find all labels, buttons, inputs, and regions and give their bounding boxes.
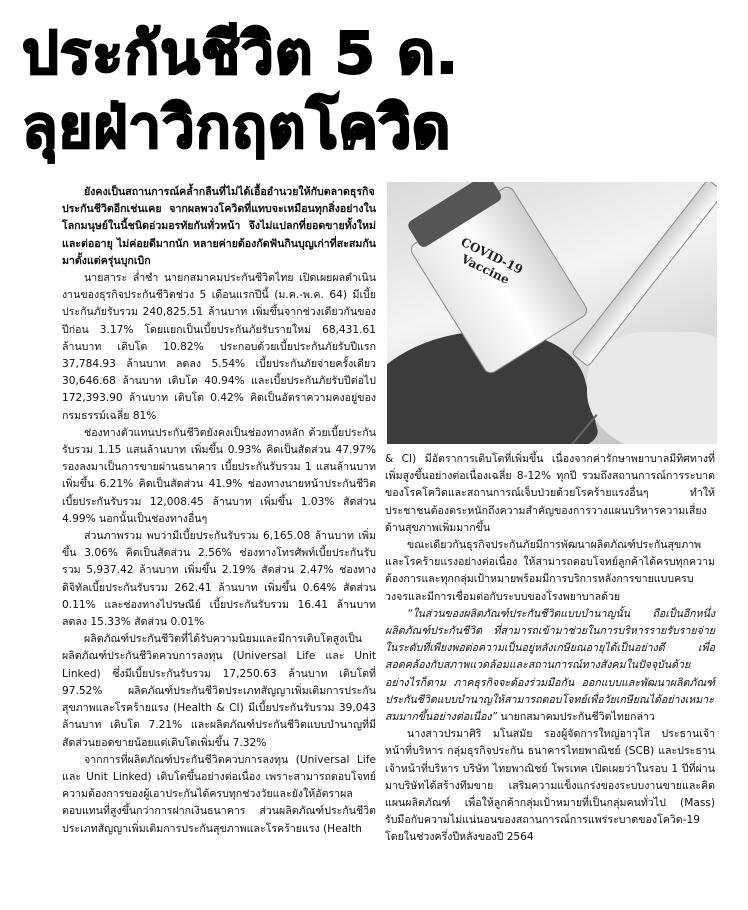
vial-label: COVID-19 Vaccine [458, 234, 526, 287]
body-paragraph: จากการที่ผลิตภัณฑ์ประกันชีวิตควบการลงทุน (Universal Life และ Unit Linked) เติบโตขึ้นอย่างต่อเนื่อง เพราะสามารถตอบโจทย์ความต้องการของผู้เอาประกันได้ครบทุกช่วงวัยและยังให้อัตราผลตอบแทนที่สูงขึ้นกว่าการฝากเงินธนาคาร ส่วนผลิตภัณฑ์ประกันชีวิตประเภทสัญญาเพิ่มเติมการประกันสุขภาพและโรคร้ายแรง (Health [62, 753, 376, 835]
body-paragraph: ช่องทางตัวแทนประกันชีวิตยังคงเป็นช่องทางหลัก ด้วยเบี้ยประกันรับรวม 1.15 แสนล้านบาท เพิ่มขึ้น 0.93% คิดเป็นสัดส่วน 47.97% รองลงมาเป็นการขายผ่านธนาคาร เบี้ยประกันรับรวม 1 แสนล้านบาท เพิ่มขึ้น 6.21% คิดเป็นสัดส่วน 41.9% ช่องทางนายหน้าประกันชีวิตเบี้ยประกันรับรวม 12,008.45 ล้านบาท เพิ่มขึ้น 1.03% สัดส่วน 4.99% นอกนั้นเป็นช่องทางอื่นๆ [62, 426, 376, 525]
glove-background [587, 332, 717, 444]
body-paragraph: นายสาระ ล่ำซำ นายกสมาคมประกันชีวิตไทย เปิดเผยผลดำเนินงานของธุรกิจประกันชีวิตช่วง 5 เดือนแรกปีนี้ (ม.ค.-พ.ค. 64) มีเบี้ยประกันภัยรับรวม 240,825.51 ล้านบาท เพิ่มขึ้นจากช่วงเดียวกันของปีก่อน 3.17% โดยแยกเป็นเบี้ยประกันภัยรับรายใหม่ 68,431.61 ล้านบาท เติบโต 10.82% ประกอบด้วยเบี้ยประกันภัยรับปีแรก 37,784.93 ล้านบาท ลดลง 5.54% เบี้ยประกันภัยจ่ายครั้งเดียว 30,646.68 ล้านบาท เติบโต 40.94% และเบี้ยประกันภัยรับปีต่อไป 172,393.90 ล้านบาท เติบโต 0.42% คิดเป็นอัตราความคงอยู่ของกรมธรรม์เฉลี่ย 81% [62, 272, 376, 422]
headline-line-1: ประกันชีวิต 5 ด. [22, 19, 459, 87]
body-paragraph: ผลิตภัณฑ์ประกันชีวิตที่ได้รับความนิยมและมีการเติบโตสูงเป็นผลิตภัณฑ์ประกันชีวิตควบการลงทุน (Universal Life และ Unit Linked) ซึ่งมีเบี้ยประกันรับรวม 17,250.63 ล้านบาท เติบโตที่ 97.52% ผลิตภัณฑ์ประกันชีวิตประเภทสัญญาเพิ่มเติมการประกันสุขภาพและโรคร้ายแรง (Health & CI) มีเบี้ยประกันรับรวม 39,043 ล้านบาท เติบโต 7.21% และผลิตภัณฑ์ประกันชีวิตแบบบำนาญที่มีสัดส่วนยอดขายน้อยแต่เติบโตเพิ่มขึ้น 7.32% [62, 633, 376, 749]
lead-paragraph: ยังคงเป็นสถานการณ์คล้ำกลืนที่ไม่ได้เอื้ออำนวยให้กับตลาดธุรกิจประกันชีวิตอีกเช่นเคย จากผลพวงโควิดที่แทบจะเหมือนทุกสิ่งอย่างในโลกมนุษย์ในนี้ชนิดอ่วมอรทัยกันทั่วหน้า จึงไม่แปลกที่ยอดขายทั้งใหม่และต่ออายุ ไม่ค่อยดีมากนัก หลายค่ายต้องกัดฟันกินบุญเก่าที่สะสมกันมาตั้งแต่ครุ่นบุกเบิก [62, 186, 376, 267]
headline-line-2-solid: ลุยฝ่าวิกฤต [22, 93, 307, 161]
headline-line-2-outline: โควิด [306, 93, 451, 161]
body-paragraph: & CI) มีอัตราการเติบโตที่เพิ่มขึ้น เนื่องจากค่ารักษาพยาบาลมีทิศทางที่เพิ่มสูงขึ้นอย่างต่อเนื่องเฉลี่ย 8-12% ทุกปี รวมถึงสถานการณ์การระบาดของโรคโควิดและสถานการณ์เจ็บป่วยด้วยโรคร้ายแรงอื่นๆ ทำให้ประชาชนต้องตระหนักถึงความสำคัญของการวางแผนบริหารความเสี่ยงด้านสุขภาพเพิ่มมากขึ้น [385, 453, 715, 534]
quote-text: “ในส่วนของผลิตภัณฑ์ประกันชีวิตแบบบำนาญนั้น ถือเป็นอีกหนึ่งผลิตภัณฑ์ประกันชีวิต ที่สามารถเข้ามาช่วยในการบริหารรายรับรายจ่ายในระดับที่เพียงพอต่อความเป็นอยู่หลังเกษียณอายุได้เป็นอย่างดี เพื่อสอดคล้องกับสภาพแวดล้อมและสถานการณ์ทางสังคมในปัจจุบันด้วย อย่างไรก็ตาม ภาคธุรกิจจะต้องร่วมมือกัน ออกแบบและพัฒนาผลิตภัณฑ์ประกันชีวิตแบบบำนาญให้สามารถตอบโจทย์เพื่อวัยเกษียณได้อย่างเหมาะสมมากขึ้นอย่างต่อเนื่อง” [385, 607, 715, 724]
right-column [385, 451, 715, 847]
left-column [62, 184, 376, 838]
quote-paragraph [385, 606, 715, 726]
vaccine-photo [387, 182, 717, 444]
quote-attribution: นายกสมาคมประกันชีวิตไทยกล่าว [497, 711, 655, 724]
headline-line-2 [22, 92, 732, 162]
body-paragraph: นางสาวปรมาศิริ มโนสมัย รองผู้จัดการใหญ่อาวุโส ประธานเจ้าหน้าที่บริหาร กลุ่มธุรกิจประกัน ธนาคารไทยพาณิชย์ (SCB) และประธานเจ้าหน้าที่บริหาร บริษัท ไทยพาณิชย์ โพรเทค เปิดเผยว่าในรอบ 1 ปีที่ผ่านมาบริษัทได้สร้างทีมขาย เสริมความแข็งแกร่งของระบบงานขายและคิดแผนผลิตภัณฑ์ เพื่อให้ลูกค้ากลุ่มเป้าหมายที่เป็นกลุ่มคนทั่วไป (Mass) รับมือกับความไม่แน่นอนของสถานการณ์การแพร่ระบาดของโควิด-19 โดยในช่วงครึ่งปีหลังของปี 2564 [385, 728, 715, 844]
body-paragraph: ส่วนภาพรวม พบว่ามีเบี้ยประกันรับรวม 6,165.08 ล้านบาท เพิ่มขึ้น 3.06% คิดเป็นสัดส่วน 2.56% ช่องทางโทรศัพท์เบี้ยประกันรับรวม 5,937.42 ล้านบาท เพิ่มขึ้น 2.19% สัดส่วน 2.47% ช่องทางดิจิทัลเบี้ยประกันรับรวม 262.41 ล้านบาท เพิ่มขึ้น 0.64% สัดส่วน 0.11% และช่องทางไปรษณีย์ เบี้ยประกันรับรวม 16.41 ล้านบาท ลดลง 15.33% สัดส่วน 0.01% [62, 530, 376, 629]
body-paragraph: ขณะเดียวกันธุรกิจประกันภัยมีการพัฒนาผลิตภัณฑ์ประกันสุขภาพและโรคร้ายแรงอย่างต่อเนื่อง ให้สามารถตอบโจทย์ลูกค้าได้ครบทุกความต้องการและทุกกลุ่มเป้าหมายพร้อมมีการบริการหลังการขายแบบครบวงจรและมีการเชื่อมต่อกับระบบของโรงพยาบาลด้วย [385, 539, 715, 603]
